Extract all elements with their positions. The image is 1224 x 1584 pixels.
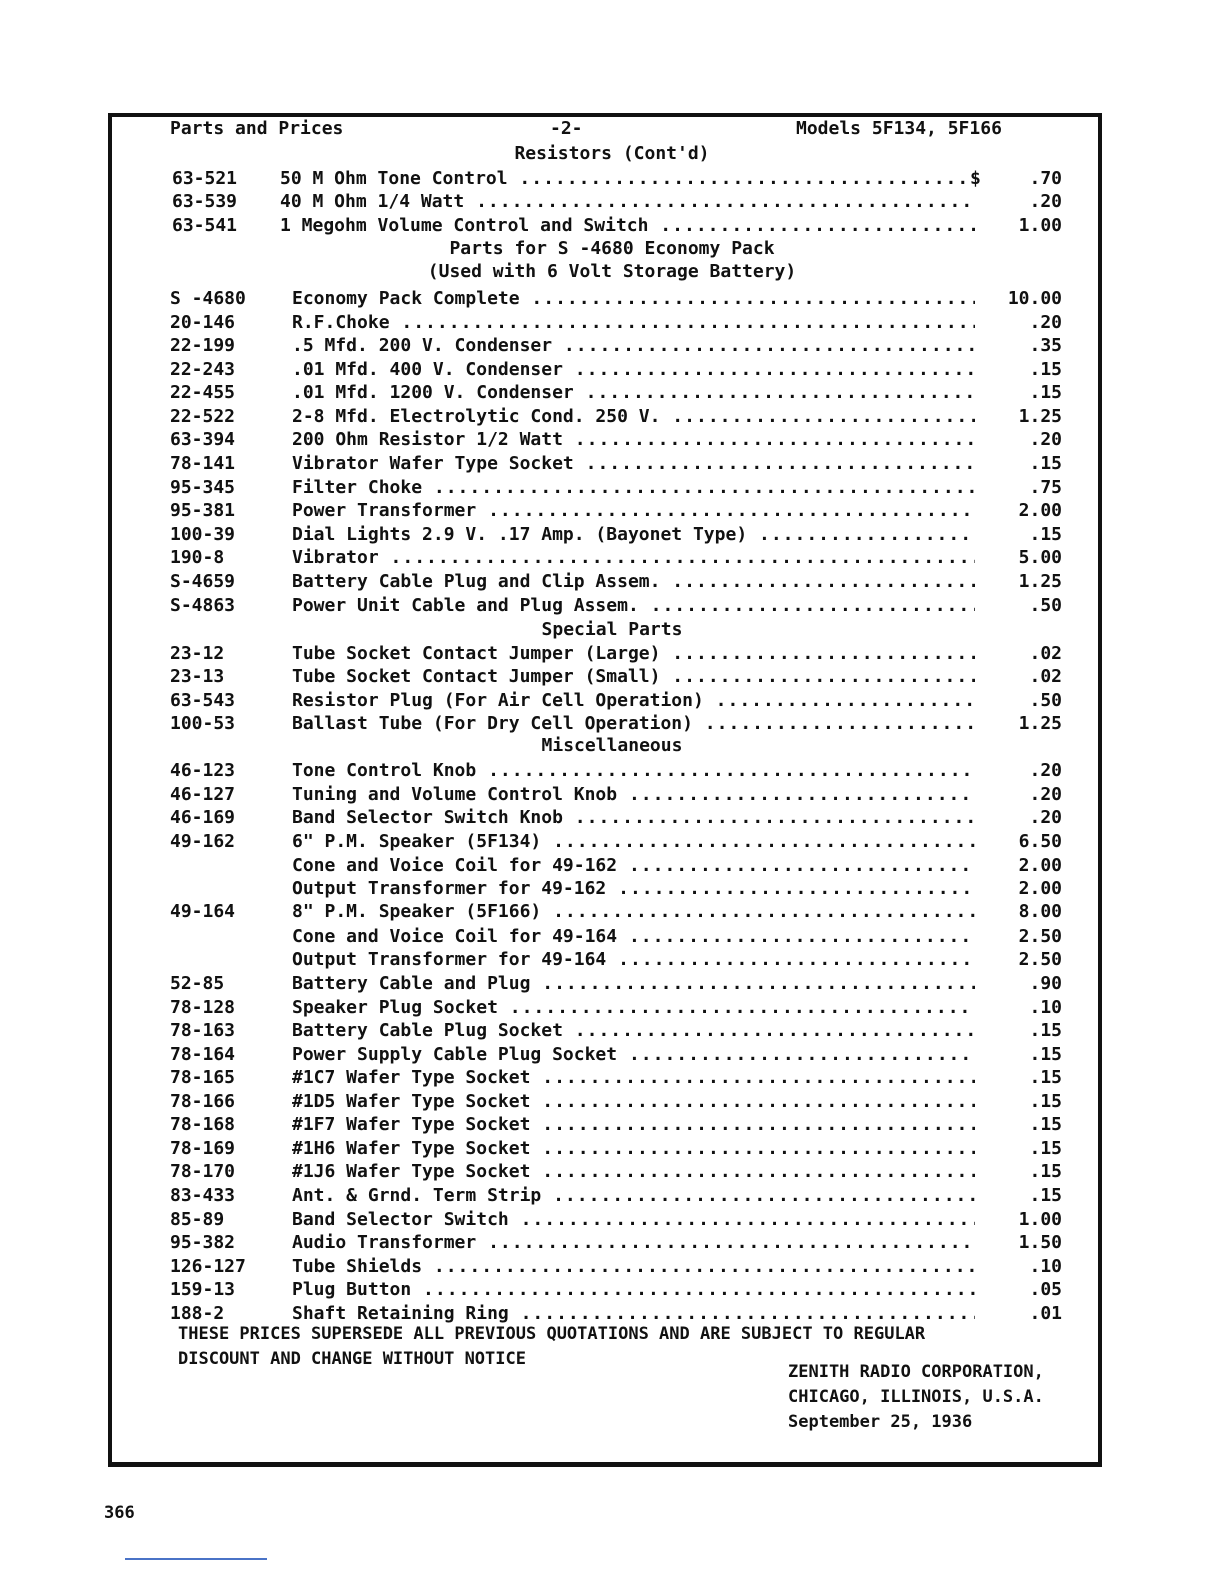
part-number: 23-13 bbox=[170, 666, 225, 687]
part-number: 22-243 bbox=[170, 359, 236, 380]
part-number: 126-127 bbox=[170, 1256, 246, 1277]
table-row bbox=[0, 972, 1224, 995]
table-row bbox=[0, 948, 1224, 971]
table-row bbox=[0, 689, 1224, 712]
part-price: .20 bbox=[1029, 191, 1062, 212]
table-row bbox=[0, 783, 1224, 806]
part-price: 8.00 bbox=[1018, 901, 1062, 922]
table-row bbox=[0, 806, 1224, 829]
dollar-sign: $ bbox=[970, 168, 981, 189]
table-row bbox=[0, 877, 1224, 900]
part-description: Vibrator ..... bbox=[292, 546, 975, 569]
page-header bbox=[170, 118, 1054, 142]
table-row bbox=[0, 1231, 1224, 1254]
part-price: 1.00 bbox=[1018, 215, 1062, 236]
part-number: 63-541 bbox=[172, 215, 238, 236]
part-number: 95-345 bbox=[170, 477, 236, 498]
table-row bbox=[0, 900, 1224, 923]
part-price: .15 bbox=[1029, 1044, 1062, 1065]
table-row bbox=[0, 523, 1224, 546]
part-price: .15 bbox=[1029, 1161, 1062, 1182]
signature-company: ZENITH RADIO CORPORATION, bbox=[788, 1362, 1044, 1382]
part-description: 8" P.M. Speaker (5F166) ..... bbox=[292, 900, 975, 923]
part-description: Battery Cable Plug and Clip Assem. ..... bbox=[292, 570, 975, 593]
part-description: Output Transformer for 49-164 ..... bbox=[292, 948, 975, 971]
part-price: .10 bbox=[1029, 1256, 1062, 1277]
part-description: Filter Choke ..... bbox=[292, 476, 975, 499]
part-description: Ant. & Grnd. Term Strip ..... bbox=[292, 1184, 975, 1207]
part-number: 22-455 bbox=[170, 382, 236, 403]
section-heading-miscellaneous: Miscellaneous bbox=[541, 735, 683, 756]
company-signature bbox=[788, 1360, 1044, 1435]
part-price: .15 bbox=[1029, 1067, 1062, 1088]
table-row bbox=[0, 1255, 1224, 1278]
part-price: 5.00 bbox=[1018, 547, 1062, 568]
table-row bbox=[0, 1066, 1224, 1089]
part-number: 78-128 bbox=[170, 997, 236, 1018]
part-description: Shaft Retaining Ring ..... bbox=[292, 1302, 975, 1325]
section-heading-resistors: Resistors (Cont'd) bbox=[514, 143, 710, 164]
part-description: Cone and Voice Coil for 49-164 ..... bbox=[292, 925, 975, 948]
table-row bbox=[0, 287, 1224, 310]
table-row bbox=[0, 594, 1224, 617]
part-description: .5 Mfd. 200 V. Condenser ..... bbox=[292, 334, 975, 357]
part-number: 78-163 bbox=[170, 1020, 236, 1041]
part-price: .90 bbox=[1029, 973, 1062, 994]
part-description: #1C7 Wafer Type Socket ..... bbox=[292, 1066, 975, 1089]
part-number: 95-382 bbox=[170, 1232, 236, 1253]
table-row bbox=[0, 476, 1224, 499]
table-row bbox=[0, 854, 1224, 877]
part-price: 2.00 bbox=[1018, 855, 1062, 876]
part-description: Battery Cable Plug Socket ..... bbox=[292, 1019, 975, 1042]
section-subheading-economy-pack: (Used with 6 Volt Storage Battery) bbox=[427, 261, 797, 282]
part-price: 1.00 bbox=[1018, 1209, 1062, 1230]
part-number: 52-85 bbox=[170, 973, 225, 994]
part-price: .15 bbox=[1029, 382, 1062, 403]
part-description: Tube Shields ..... bbox=[292, 1255, 975, 1278]
part-price: 1.25 bbox=[1018, 406, 1062, 427]
part-price: .20 bbox=[1029, 784, 1062, 805]
notice-line-2: DISCOUNT AND CHANGE WITHOUT NOTICE bbox=[178, 1349, 526, 1369]
part-description: .01 Mfd. 400 V. Condenser ..... bbox=[292, 358, 975, 381]
part-number: 49-162 bbox=[170, 831, 236, 852]
part-description: #1D5 Wafer Type Socket ..... bbox=[292, 1090, 975, 1113]
part-number: 188-2 bbox=[170, 1303, 225, 1324]
part-number: 78-164 bbox=[170, 1044, 236, 1065]
table-row bbox=[0, 358, 1224, 381]
part-price: .15 bbox=[1029, 359, 1062, 380]
table-row bbox=[0, 1278, 1224, 1301]
part-price: .15 bbox=[1029, 1020, 1062, 1041]
table-row bbox=[0, 452, 1224, 475]
table-row bbox=[0, 570, 1224, 593]
part-description: 1 Megohm Volume Control and Switch ..... bbox=[280, 214, 975, 237]
table-row bbox=[0, 1137, 1224, 1160]
part-description: Power Unit Cable and Plug Assem. ..... bbox=[292, 594, 975, 617]
part-number: 63-521 bbox=[172, 168, 238, 189]
part-description: Battery Cable and Plug ..... bbox=[292, 972, 975, 995]
part-number: 63-394 bbox=[170, 429, 236, 450]
table-row bbox=[0, 1090, 1224, 1113]
part-price: .10 bbox=[1029, 997, 1062, 1018]
part-description: 40 M Ohm 1/4 Watt ..... bbox=[280, 190, 975, 213]
table-row bbox=[0, 642, 1224, 665]
table-row bbox=[0, 214, 1224, 237]
part-number: 46-123 bbox=[170, 760, 236, 781]
part-number: 63-539 bbox=[172, 191, 238, 212]
part-price: .15 bbox=[1029, 1185, 1062, 1206]
part-price: .15 bbox=[1029, 453, 1062, 474]
table-row bbox=[0, 311, 1224, 334]
part-number: S-4659 bbox=[170, 571, 236, 592]
part-description: 50 M Ohm Tone Control ..... bbox=[280, 167, 965, 190]
table-row bbox=[0, 546, 1224, 569]
part-description: Resistor Plug (For Air Cell Operation) ..... bbox=[292, 689, 975, 712]
table-row bbox=[0, 712, 1224, 735]
part-number: 78-168 bbox=[170, 1114, 236, 1135]
part-price: .20 bbox=[1029, 429, 1062, 450]
part-number: 63-543 bbox=[170, 690, 236, 711]
signature-date: September 25, 1936 bbox=[788, 1412, 973, 1432]
part-number: 78-141 bbox=[170, 453, 236, 474]
table-row bbox=[0, 759, 1224, 782]
table-row bbox=[0, 996, 1224, 1019]
part-description: Plug Button ..... bbox=[292, 1278, 975, 1301]
part-number: 100-53 bbox=[170, 713, 236, 734]
part-description: Power Transformer ..... bbox=[292, 499, 975, 522]
part-price: 6.50 bbox=[1018, 831, 1062, 852]
table-row bbox=[0, 381, 1224, 404]
part-price: .15 bbox=[1029, 524, 1062, 545]
table-row bbox=[0, 167, 1224, 190]
part-description: Tube Socket Contact Jumper (Small) ..... bbox=[292, 665, 975, 688]
part-price: .01 bbox=[1029, 1303, 1062, 1324]
page-number: 366 bbox=[104, 1503, 135, 1523]
notice-line-1: THESE PRICES SUPERSEDE ALL PREVIOUS QUOTATIONS AND ARE SUBJECT TO REGULAR bbox=[178, 1324, 926, 1344]
part-price: .15 bbox=[1029, 1114, 1062, 1135]
part-number: 159-13 bbox=[170, 1279, 236, 1300]
table-row bbox=[0, 1208, 1224, 1231]
part-price: .15 bbox=[1029, 1138, 1062, 1159]
section-heading-special-parts: Special Parts bbox=[541, 619, 683, 640]
part-price: 1.25 bbox=[1018, 571, 1062, 592]
part-price: 1.50 bbox=[1018, 1232, 1062, 1253]
part-number: 20-146 bbox=[170, 312, 236, 333]
part-number: 46-127 bbox=[170, 784, 236, 805]
table-row bbox=[0, 190, 1224, 213]
part-description: R.F.Choke ..... bbox=[292, 311, 975, 334]
part-number: 49-164 bbox=[170, 901, 236, 922]
signature-location: CHICAGO, ILLINOIS, U.S.A. bbox=[788, 1387, 1044, 1407]
part-number: 100-39 bbox=[170, 524, 236, 545]
part-price: .02 bbox=[1029, 666, 1062, 687]
part-price: 2.50 bbox=[1018, 926, 1062, 947]
part-description: 6" P.M. Speaker (5F134) ..... bbox=[292, 830, 975, 853]
part-description: .01 Mfd. 1200 V. Condenser ..... bbox=[292, 381, 975, 404]
part-price: 10.00 bbox=[1007, 288, 1062, 309]
part-price: 2.00 bbox=[1018, 878, 1062, 899]
table-row bbox=[0, 428, 1224, 451]
part-price: .50 bbox=[1029, 690, 1062, 711]
part-description: Dial Lights 2.9 V. .17 Amp. (Bayonet Type) ..... bbox=[292, 523, 975, 546]
part-description: Economy Pack Complete ..... bbox=[292, 287, 975, 310]
part-description: Tuning and Volume Control Knob ..... bbox=[292, 783, 975, 806]
part-price: .35 bbox=[1029, 335, 1062, 356]
part-price: 2.00 bbox=[1018, 500, 1062, 521]
footer-rule bbox=[125, 1558, 267, 1560]
part-description: Vibrator Wafer Type Socket ..... bbox=[292, 452, 975, 475]
table-row bbox=[0, 1019, 1224, 1042]
part-price: 2.50 bbox=[1018, 949, 1062, 970]
part-description: Tone Control Knob ..... bbox=[292, 759, 975, 782]
table-row bbox=[0, 1113, 1224, 1136]
part-description: Band Selector Switch ..... bbox=[292, 1208, 975, 1231]
part-description: 200 Ohm Resistor 1/2 Watt ..... bbox=[292, 428, 975, 451]
header-models: Models 5F134, 5F166 bbox=[796, 118, 1002, 139]
part-description: Power Supply Cable Plug Socket ..... bbox=[292, 1043, 975, 1066]
part-description: 2-8 Mfd. Electrolytic Cond. 250 V. ..... bbox=[292, 405, 975, 428]
part-description: Tube Socket Contact Jumper (Large) ..... bbox=[292, 642, 975, 665]
table-row bbox=[0, 499, 1224, 522]
part-number: S-4863 bbox=[170, 595, 236, 616]
table-row bbox=[0, 1043, 1224, 1066]
part-number: 190-8 bbox=[170, 547, 225, 568]
table-row bbox=[0, 830, 1224, 853]
part-number: 78-169 bbox=[170, 1138, 236, 1159]
part-price: .05 bbox=[1029, 1279, 1062, 1300]
part-number: 83-433 bbox=[170, 1185, 236, 1206]
part-description: #1F7 Wafer Type Socket ..... bbox=[292, 1113, 975, 1136]
table-row bbox=[0, 925, 1224, 948]
table-row bbox=[0, 665, 1224, 688]
part-description: Speaker Plug Socket ..... bbox=[292, 996, 975, 1019]
table-row bbox=[0, 1160, 1224, 1183]
table-row bbox=[0, 1184, 1224, 1207]
part-number: 95-381 bbox=[170, 500, 236, 521]
part-price: .70 bbox=[1029, 168, 1062, 189]
part-price: .50 bbox=[1029, 595, 1062, 616]
part-price: .20 bbox=[1029, 760, 1062, 781]
part-description: Band Selector Switch Knob ..... bbox=[292, 806, 975, 829]
part-price: .75 bbox=[1029, 477, 1062, 498]
part-description: Cone and Voice Coil for 49-162 ..... bbox=[292, 854, 975, 877]
part-description: Audio Transformer ..... bbox=[292, 1231, 975, 1254]
part-number: 78-165 bbox=[170, 1067, 236, 1088]
part-number: 46-169 bbox=[170, 807, 236, 828]
part-price: .20 bbox=[1029, 312, 1062, 333]
table-row bbox=[0, 334, 1224, 357]
part-number: 22-522 bbox=[170, 406, 236, 427]
part-number: 22-199 bbox=[170, 335, 236, 356]
part-number: 85-89 bbox=[170, 1209, 225, 1230]
section-heading-economy-pack: Parts for S -4680 Economy Pack bbox=[449, 238, 775, 259]
part-price: 1.25 bbox=[1018, 713, 1062, 734]
part-number: 78-166 bbox=[170, 1091, 236, 1112]
part-description: #1J6 Wafer Type Socket ..... bbox=[292, 1160, 975, 1183]
part-description: #1H6 Wafer Type Socket ..... bbox=[292, 1137, 975, 1160]
table-row bbox=[0, 405, 1224, 428]
part-price: .15 bbox=[1029, 1091, 1062, 1112]
header-page-marker: -2- bbox=[550, 118, 583, 139]
part-number: 78-170 bbox=[170, 1161, 236, 1182]
part-description: Ballast Tube (For Dry Cell Operation) ..... bbox=[292, 712, 975, 735]
part-price: .20 bbox=[1029, 807, 1062, 828]
header-title: Parts and Prices bbox=[170, 118, 344, 139]
part-number: S -4680 bbox=[170, 288, 246, 309]
part-description: Output Transformer for 49-162 ..... bbox=[292, 877, 975, 900]
part-price: .02 bbox=[1029, 643, 1062, 664]
part-number: 23-12 bbox=[170, 643, 225, 664]
